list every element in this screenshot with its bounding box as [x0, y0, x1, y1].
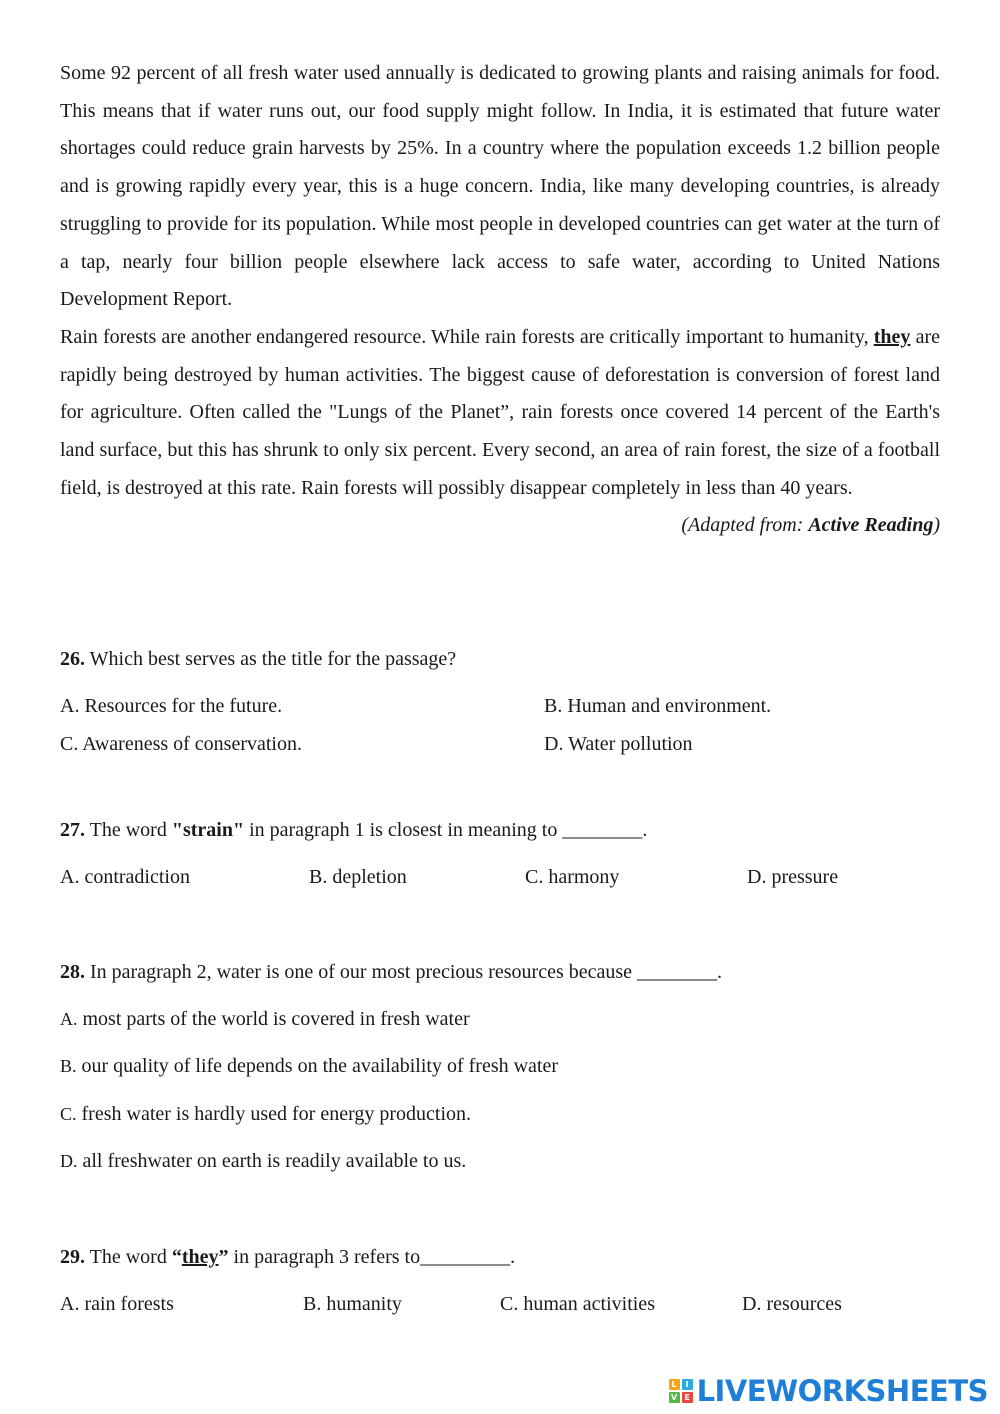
question-26-option-d[interactable]: D. Water pollution	[544, 733, 693, 755]
passage-paragraph-1: Some 92 percent of all fresh water used annually is dedicated to growing plants and raising animals for food. This means that if water runs out, our food supply might follow. In India, it is estimated that future water shortages could reduce grain harvests by 25%. In a country where the population exceeds 1.2 billion people and is growing rapidly every year, this is a huge concern. India, like many developing countries, is already struggling to provide for its population. While most people in developed countries can get water at the turn of a tap, nearly four billion people elsewhere lack access to safe water, according to United Nations Development Report.	[60, 62, 940, 311]
referent-they: they	[873, 325, 911, 348]
question-28-option-b[interactable]: B. our quality of life depends on the availability of fresh water	[60, 1055, 559, 1077]
logo-letter-e: E	[682, 1392, 693, 1403]
logo-letter-l: L	[669, 1379, 680, 1390]
question-26-option-c[interactable]: C. Awareness of conservation.	[60, 733, 302, 755]
question-27-option-d[interactable]: D. pressure	[747, 866, 839, 888]
question-26-option-a[interactable]: A. Resources for the future.	[60, 695, 283, 717]
passage-source: (Adapted from: Active Reading)	[681, 514, 940, 537]
keyword-strain: "strain"	[171, 819, 245, 841]
logo-text: LIVEWORKSHEETS	[696, 1374, 988, 1408]
logo-letter-v: V	[669, 1392, 680, 1403]
question-26	[60, 645, 940, 755]
question-29-option-b[interactable]: B. humanity	[303, 1293, 402, 1315]
question-27-option-a[interactable]: A. contradiction	[60, 866, 190, 888]
question-29-option-d[interactable]: D. resources	[742, 1293, 842, 1315]
question-26-option-b[interactable]: B. Human and environment.	[544, 695, 772, 717]
logo-letter-i: I	[682, 1379, 693, 1390]
question-28-option-d[interactable]: D. all freshwater on earth is readily available to us.	[60, 1150, 467, 1172]
question-28	[60, 958, 940, 1172]
passage-paragraph-2	[60, 319, 940, 508]
question-29-stem: 29. The word “they” in paragraph 3 refers to_________.	[60, 1246, 516, 1268]
para2-rest: are rapidly being destroyed by human activities. The biggest cause of deforestation is conversion of forest land for agriculture. Often called the "Lungs of the Planet”, rain forests once covered 14 percent of the Earth's land surface, but this has shrunk to only six percent. Every second, an area of rain forest, the size of a football field, is destroyed at this rate. Rain forests will possibly disappear completely in less than 40 years.	[60, 325, 940, 499]
question-27-stem: 27. The word "strain" in paragraph 1 is closest in meaning to ________.	[60, 819, 648, 841]
question-29-option-c[interactable]: C. human activities	[500, 1293, 655, 1315]
question-27-option-c[interactable]: C. harmony	[525, 866, 620, 888]
question-28-stem: 28. In paragraph 2, water is one of our most precious resources because ________.	[60, 961, 723, 983]
reading-passage	[60, 55, 940, 545]
para2-start: Rain forests are another endangered resource. While rain forests are critically important to humanity,	[60, 325, 874, 348]
question-27	[60, 816, 940, 888]
question-27-option-b[interactable]: B. depletion	[309, 866, 407, 888]
logo-grid-icon	[669, 1379, 693, 1403]
keyword-they: they	[181, 1246, 219, 1268]
liveworksheets-logo[interactable]	[669, 1374, 988, 1408]
question-28-option-a[interactable]: A. most parts of the world is covered in fresh water	[60, 1008, 470, 1030]
question-28-option-c[interactable]: C. fresh water is hardly used for energy production.	[60, 1103, 472, 1125]
source-title: Active Reading	[808, 514, 934, 537]
question-26-stem: 26. Which best serves as the title for the passage?	[60, 648, 457, 670]
question-29-option-a[interactable]: A. rain forests	[60, 1293, 174, 1315]
question-29	[60, 1243, 940, 1315]
